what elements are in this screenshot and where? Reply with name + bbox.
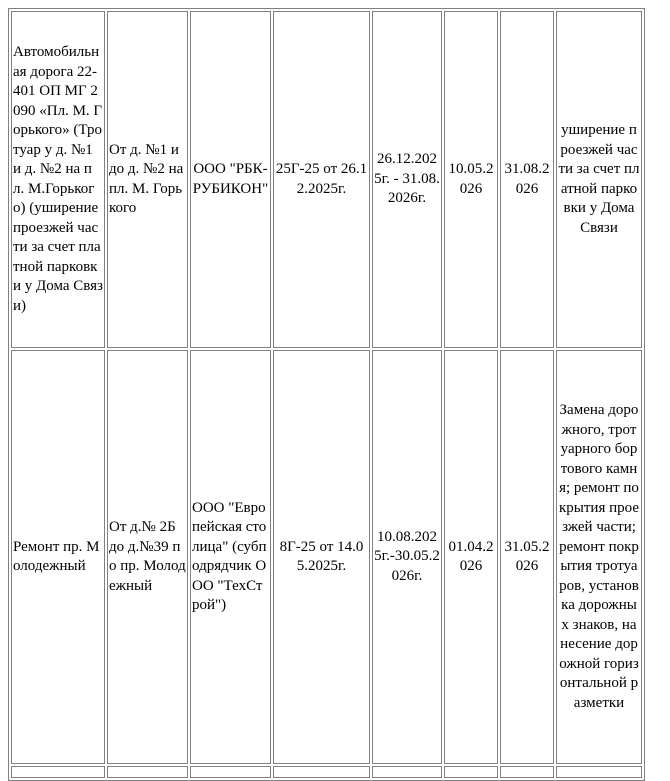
road-works-table xyxy=(8,8,645,781)
empty-cell xyxy=(500,766,554,778)
section-cell: От д. №1 и до д. №2 на пл. М. Горького xyxy=(107,11,188,348)
work-types-cell: уширение проезжей части за счет платной парковки у Дома Связи xyxy=(556,11,642,348)
work-types-cell: Замена дорожного, тротуарного бортового камня; ремонт покрытия проезжей части; ремонт покрытия тротуаров, установка дорожных знаков, нанесение дорожной горизонтальной разметки xyxy=(556,350,642,764)
start-date-cell: 10.05.2026 xyxy=(444,11,498,348)
table-row xyxy=(11,350,642,764)
table-row-partial xyxy=(11,766,642,778)
end-date-cell: 31.08.2026 xyxy=(500,11,554,348)
end-date-cell: 31.05.2026 xyxy=(500,350,554,764)
empty-cell xyxy=(444,766,498,778)
contractor-cell: ООО "Европейская столица" (субподрядчик ООО "ТехСтрой") xyxy=(190,350,271,764)
contract-cell: 8Г-25 от 14.05.2025г. xyxy=(273,350,370,764)
start-date-cell: 01.04.2026 xyxy=(444,350,498,764)
object-cell: Автомобильная дорога 22-401 ОП МГ 2090 «Пл. М. Горького» (Тротуар у д. №1 и д. №2 на пл. М.Горького) (уширение проезжей части за счет платной парковки у Дома Связи) xyxy=(11,11,105,348)
empty-cell xyxy=(556,766,642,778)
contractor-cell: ООО "РБК-РУБИКОН" xyxy=(190,11,271,348)
contract-cell: 25Г-25 от 26.12.2025г. xyxy=(273,11,370,348)
empty-cell xyxy=(11,766,105,778)
empty-cell xyxy=(190,766,271,778)
table-row xyxy=(11,11,642,348)
empty-cell xyxy=(273,766,370,778)
object-cell: Ремонт пр. Молодежный xyxy=(11,350,105,764)
section-cell: От д.№ 2Б до д.№39 по пр. Молодежный xyxy=(107,350,188,764)
empty-cell xyxy=(372,766,442,778)
table-container xyxy=(8,8,645,781)
contract-period-cell: 10.08.2025г.-30.05.2026г. xyxy=(372,350,442,764)
contract-period-cell: 26.12.2025г. - 31.08.2026г. xyxy=(372,11,442,348)
empty-cell xyxy=(107,766,188,778)
